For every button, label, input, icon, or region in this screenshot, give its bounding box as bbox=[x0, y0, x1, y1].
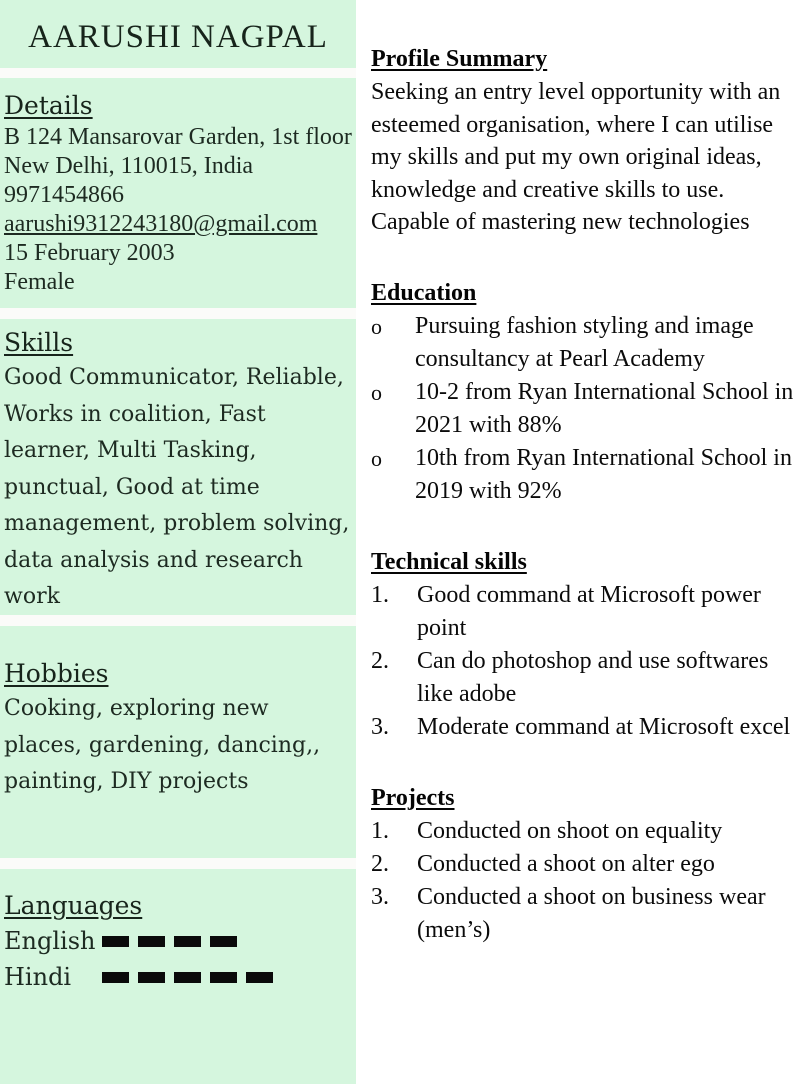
education-item bbox=[371, 310, 803, 376]
address-text: B 124 Mansarovar Garden, 1st floor New Delhi, 110015, India bbox=[4, 124, 352, 179]
list-number: 1. bbox=[371, 817, 389, 844]
project-item bbox=[371, 881, 803, 947]
gender-text: Female bbox=[4, 269, 75, 295]
education-item-text: 10-2 from Ryan International School in 2021 with 88% bbox=[415, 378, 794, 438]
skills-text: Good Communicator, Reliable, Works in coalition, Fast learner, Multi Tasking, punctual, Good at time management, problem solving, data analysis and research work bbox=[4, 365, 350, 609]
list-number: 3. bbox=[371, 883, 389, 910]
projects-heading: Projects bbox=[371, 784, 455, 811]
technical-skills-section bbox=[371, 549, 803, 744]
project-item bbox=[371, 815, 803, 848]
email-link[interactable]: aarushi9312243180@gmail.com bbox=[4, 211, 318, 237]
education-item bbox=[371, 376, 803, 442]
left-sidebar bbox=[0, 0, 356, 1084]
technical-skills-heading: Technical skills bbox=[371, 548, 527, 575]
technical-skill-text: Can do photoshop and use softwares like adobe bbox=[417, 647, 769, 707]
project-item bbox=[371, 848, 803, 881]
list-number: 1. bbox=[371, 581, 389, 608]
education-heading: Education bbox=[371, 279, 477, 306]
project-text: Conducted on shoot on equality bbox=[417, 817, 723, 844]
name-title: AARUSHI NAGPAL bbox=[28, 18, 328, 55]
hobbies-text: Cooking, exploring new places, gardening, dancing,, painting, DIY projects bbox=[4, 696, 321, 794]
skills-section bbox=[0, 319, 356, 615]
hobbies-section bbox=[0, 626, 356, 858]
hobbies-heading: Hobbies bbox=[4, 659, 109, 688]
technical-skill-item bbox=[371, 645, 803, 711]
skills-heading: Skills bbox=[4, 328, 74, 357]
technical-skill-item bbox=[371, 579, 803, 645]
languages-section bbox=[0, 869, 356, 1084]
main-content bbox=[356, 0, 809, 1084]
profile-summary-heading: Profile Summary bbox=[371, 46, 548, 72]
list-number: 2. bbox=[371, 850, 389, 877]
profile-summary-text: Seeking an entry level opportunity with an esteemed organisation, where I can utilise my skills and put my own original ideas, knowledge and creative skills to use. Capable of mastering new technologies bbox=[371, 79, 781, 235]
list-number: 3. bbox=[371, 713, 389, 740]
language-row-hindi bbox=[4, 959, 352, 995]
profile-summary-section bbox=[371, 46, 803, 239]
technical-skill-text: Good command at Microsoft power point bbox=[417, 581, 761, 641]
language-row-english bbox=[4, 923, 352, 959]
details-body bbox=[4, 123, 352, 297]
language-level-bars bbox=[102, 936, 237, 947]
language-name: Hindi bbox=[4, 963, 72, 991]
language-name: English bbox=[4, 927, 96, 955]
birth-date-text: 15 February 2003 bbox=[4, 240, 175, 266]
bullet-icon: o bbox=[371, 379, 382, 405]
projects-section bbox=[371, 785, 803, 947]
bullet-icon: o bbox=[371, 313, 382, 339]
name-header-block bbox=[0, 0, 356, 68]
education-section bbox=[371, 280, 803, 508]
project-text: Conducted a shoot on business wear (men’s) bbox=[417, 883, 766, 943]
bullet-icon: o bbox=[371, 445, 382, 471]
technical-skill-item bbox=[371, 711, 803, 744]
list-number: 2. bbox=[371, 647, 389, 674]
technical-skill-text: Moderate command at Microsoft excel bbox=[417, 713, 791, 740]
languages-heading: Languages bbox=[4, 891, 143, 920]
details-heading: Details bbox=[4, 91, 93, 120]
details-section bbox=[0, 78, 356, 308]
education-item bbox=[371, 442, 803, 508]
education-item-text: 10th from Ryan International School in 2019 with 92% bbox=[415, 444, 792, 504]
language-level-bars bbox=[102, 972, 273, 983]
education-item-text: Pursuing fashion styling and image consultancy at Pearl Academy bbox=[415, 312, 754, 372]
project-text: Conducted a shoot on alter ego bbox=[417, 850, 715, 877]
phone-text: 9971454866 bbox=[4, 182, 124, 208]
